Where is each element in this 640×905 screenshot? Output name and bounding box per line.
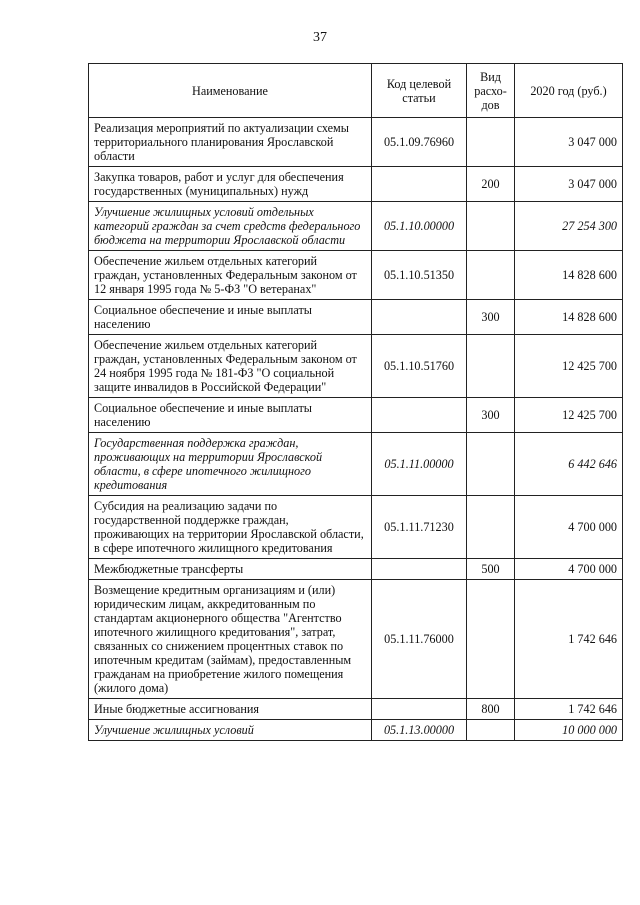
row-amount: 3 047 000 — [515, 167, 623, 202]
row-type — [467, 335, 515, 398]
row-type — [467, 720, 515, 741]
row-code — [372, 699, 467, 720]
table-row — [89, 720, 623, 741]
row-type — [467, 580, 515, 699]
table-row — [89, 496, 623, 559]
row-type: 500 — [467, 559, 515, 580]
row-amount: 4 700 000 — [515, 559, 623, 580]
header-name: Наименование — [89, 64, 372, 118]
table-row — [89, 167, 623, 202]
row-name: Возмещение кредитным организациям и (или) юридическим лицам, аккредитованным по стандартам акционерного общества "Агентство ипотечного жилищного кредитования", затрат, связанных со снижением процентных ставок по ипотечным кредитам (займам), предоставленным гражданам на приобретение жилого помещения (жилого дома) — [89, 580, 372, 699]
row-code — [372, 300, 467, 335]
row-code — [372, 167, 467, 202]
row-amount: 14 828 600 — [515, 300, 623, 335]
row-code: 05.1.11.76000 — [372, 580, 467, 699]
row-code: 05.1.09.76960 — [372, 118, 467, 167]
row-name: Социальное обеспечение и иные выплаты населению — [89, 300, 372, 335]
row-code: 05.1.10.00000 — [372, 202, 467, 251]
table-body — [89, 118, 623, 741]
row-type: 300 — [467, 300, 515, 335]
row-code: 05.1.10.51760 — [372, 335, 467, 398]
row-amount: 4 700 000 — [515, 496, 623, 559]
table-row — [89, 118, 623, 167]
row-code — [372, 559, 467, 580]
row-code: 05.1.13.00000 — [372, 720, 467, 741]
header-row — [89, 64, 623, 118]
row-amount: 27 254 300 — [515, 202, 623, 251]
row-amount: 1 742 646 — [515, 699, 623, 720]
row-type: 200 — [467, 167, 515, 202]
budget-table — [88, 63, 623, 741]
row-code: 05.1.11.00000 — [372, 433, 467, 496]
row-amount: 12 425 700 — [515, 398, 623, 433]
row-code: 05.1.11.71230 — [372, 496, 467, 559]
table-row — [89, 699, 623, 720]
row-name: Субсидия на реализацию задачи по государственной поддержке граждан, проживающих на территории Ярославской области, в сфере ипотечного жилищного кредитования — [89, 496, 372, 559]
row-amount: 14 828 600 — [515, 251, 623, 300]
table-row — [89, 300, 623, 335]
row-name: Улучшение жилищных условий отдельных категорий граждан за счет средств федерального бюджета на территории Ярославской области — [89, 202, 372, 251]
row-amount: 12 425 700 — [515, 335, 623, 398]
row-name: Межбюджетные трансферты — [89, 559, 372, 580]
table-row — [89, 398, 623, 433]
table-row — [89, 433, 623, 496]
row-type — [467, 496, 515, 559]
row-amount: 6 442 646 — [515, 433, 623, 496]
row-name: Реализация мероприятий по актуализации схемы территориального планирования Ярославской области — [89, 118, 372, 167]
header-type: Вид расхо-дов — [467, 64, 515, 118]
row-type: 300 — [467, 398, 515, 433]
row-type — [467, 433, 515, 496]
row-name: Обеспечение жильем отдельных категорий граждан, установленных Федеральным законом от 12 января 1995 года № 5-ФЗ "О ветеранах" — [89, 251, 372, 300]
row-amount: 10 000 000 — [515, 720, 623, 741]
row-name: Социальное обеспечение и иные выплаты населению — [89, 398, 372, 433]
table-row — [89, 335, 623, 398]
row-name: Закупка товаров, работ и услуг для обеспечения государственных (муниципальных) нужд — [89, 167, 372, 202]
table-header — [89, 64, 623, 118]
row-name: Государственная поддержка граждан, проживающих на территории Ярославской области, в сфере ипотечного жилищного кредитования — [89, 433, 372, 496]
table-row — [89, 559, 623, 580]
table-row — [89, 202, 623, 251]
row-amount: 3 047 000 — [515, 118, 623, 167]
row-type — [467, 251, 515, 300]
row-amount: 1 742 646 — [515, 580, 623, 699]
row-type: 800 — [467, 699, 515, 720]
row-type — [467, 202, 515, 251]
row-type — [467, 118, 515, 167]
row-code — [372, 398, 467, 433]
header-amount: 2020 год (руб.) — [515, 64, 623, 118]
table-row — [89, 251, 623, 300]
row-name: Обеспечение жильем отдельных категорий граждан, установленных Федеральным законом от 24 ноября 1995 года № 181-ФЗ "О социальной защите инвалидов в Российской Федерации" — [89, 335, 372, 398]
row-code: 05.1.10.51350 — [372, 251, 467, 300]
row-name: Улучшение жилищных условий — [89, 720, 372, 741]
table-row — [89, 580, 623, 699]
page-number: 37 — [313, 30, 327, 45]
header-code: Код целевой статьи — [372, 64, 467, 118]
row-name: Иные бюджетные ассигнования — [89, 699, 372, 720]
